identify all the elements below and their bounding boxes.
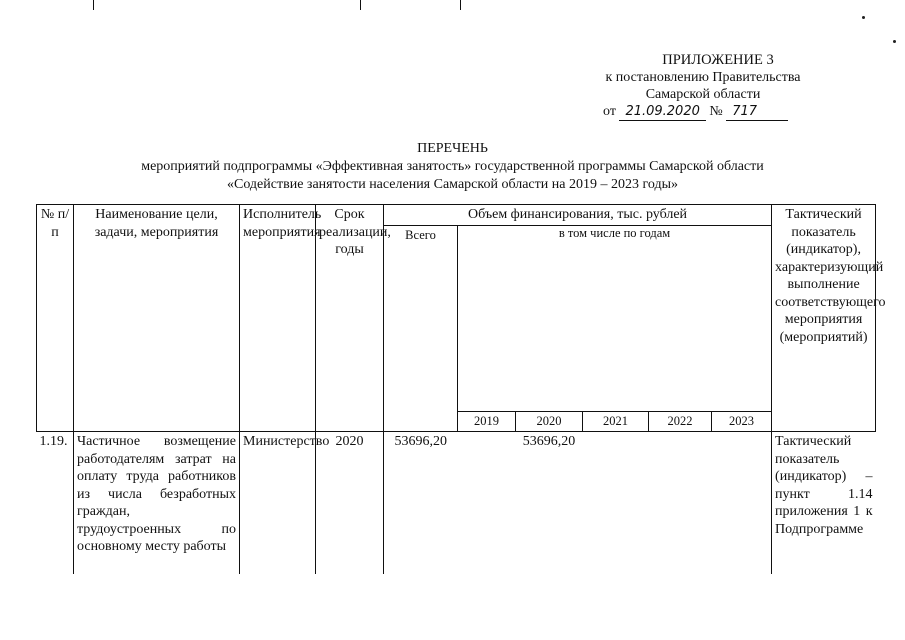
appendix-block <box>573 52 833 121</box>
row-num: 1.19. <box>37 432 74 575</box>
header-term: Срок реализации, годы <box>316 205 384 432</box>
header-indicator: Тактический показатель (индикатор), характеризующий выполнение соответствующего мероприятия (мероприятий) <box>772 205 876 432</box>
list-subtitle-1: мероприятий подпрограммы «Эффективная занятость» государственной программы Самарской области <box>141 159 764 174</box>
scan-mark <box>360 0 361 10</box>
header-2022: 2022 <box>649 411 712 432</box>
header-total: Всего <box>384 225 458 432</box>
header-2019: 2019 <box>458 411 516 432</box>
row-name: Частичное возмещение работодателям затрат на оплату труда работников из числа безработных граждан, трудоустроенных по основному месту работы <box>74 432 240 575</box>
header-name: Наименование цели, задачи, мероприятия <box>74 205 240 432</box>
appendix-line2: Самарской области <box>645 87 761 102</box>
scan-mark <box>460 0 461 10</box>
row-total: 53696,20 <box>394 434 447 449</box>
row-indicator: Тактический показатель (индикатор) – пункт 1.14 приложения 1 к Подпрограмме <box>775 434 873 537</box>
row-term: 2020 <box>316 432 384 575</box>
header-num: № п/п <box>37 205 74 432</box>
date-value: 21.09.2020 <box>619 103 705 121</box>
scan-dot <box>862 16 865 19</box>
header-2023: 2023 <box>712 411 772 432</box>
header-2020: 2020 <box>516 411 583 432</box>
date-prefix: от <box>603 104 616 119</box>
table-row <box>37 432 876 575</box>
number-value: 717 <box>726 103 788 121</box>
appendix-line1: к постановлению Правительства <box>605 70 801 85</box>
measures-table <box>36 204 886 574</box>
number-prefix: № <box>709 104 723 119</box>
header-executor: Исполнитель мероприятия <box>240 205 316 432</box>
header-2021: 2021 <box>583 411 649 432</box>
row-2019 <box>458 432 516 575</box>
list-title: ПЕРЕЧЕНЬ <box>417 141 488 156</box>
row-2023 <box>712 432 772 575</box>
scan-mark <box>93 0 94 10</box>
list-subtitle-2: «Содействие занятости населения Самарской области на 2019 – 2023 годы» <box>227 177 678 192</box>
scan-dot <box>893 40 896 43</box>
row-2021 <box>583 432 649 575</box>
header-by-year: в том числе по годам <box>458 225 772 411</box>
row-2022 <box>649 432 712 575</box>
header-funding: Объем финансирования, тыс. рублей <box>384 205 772 226</box>
header-row-1 <box>37 205 876 226</box>
appendix-dateline <box>573 103 833 121</box>
appendix-title: ПРИЛОЖЕНИЕ 3 <box>662 52 774 68</box>
row-executor: Министерство <box>240 432 316 575</box>
row-2020: 53696,20 <box>522 434 576 449</box>
